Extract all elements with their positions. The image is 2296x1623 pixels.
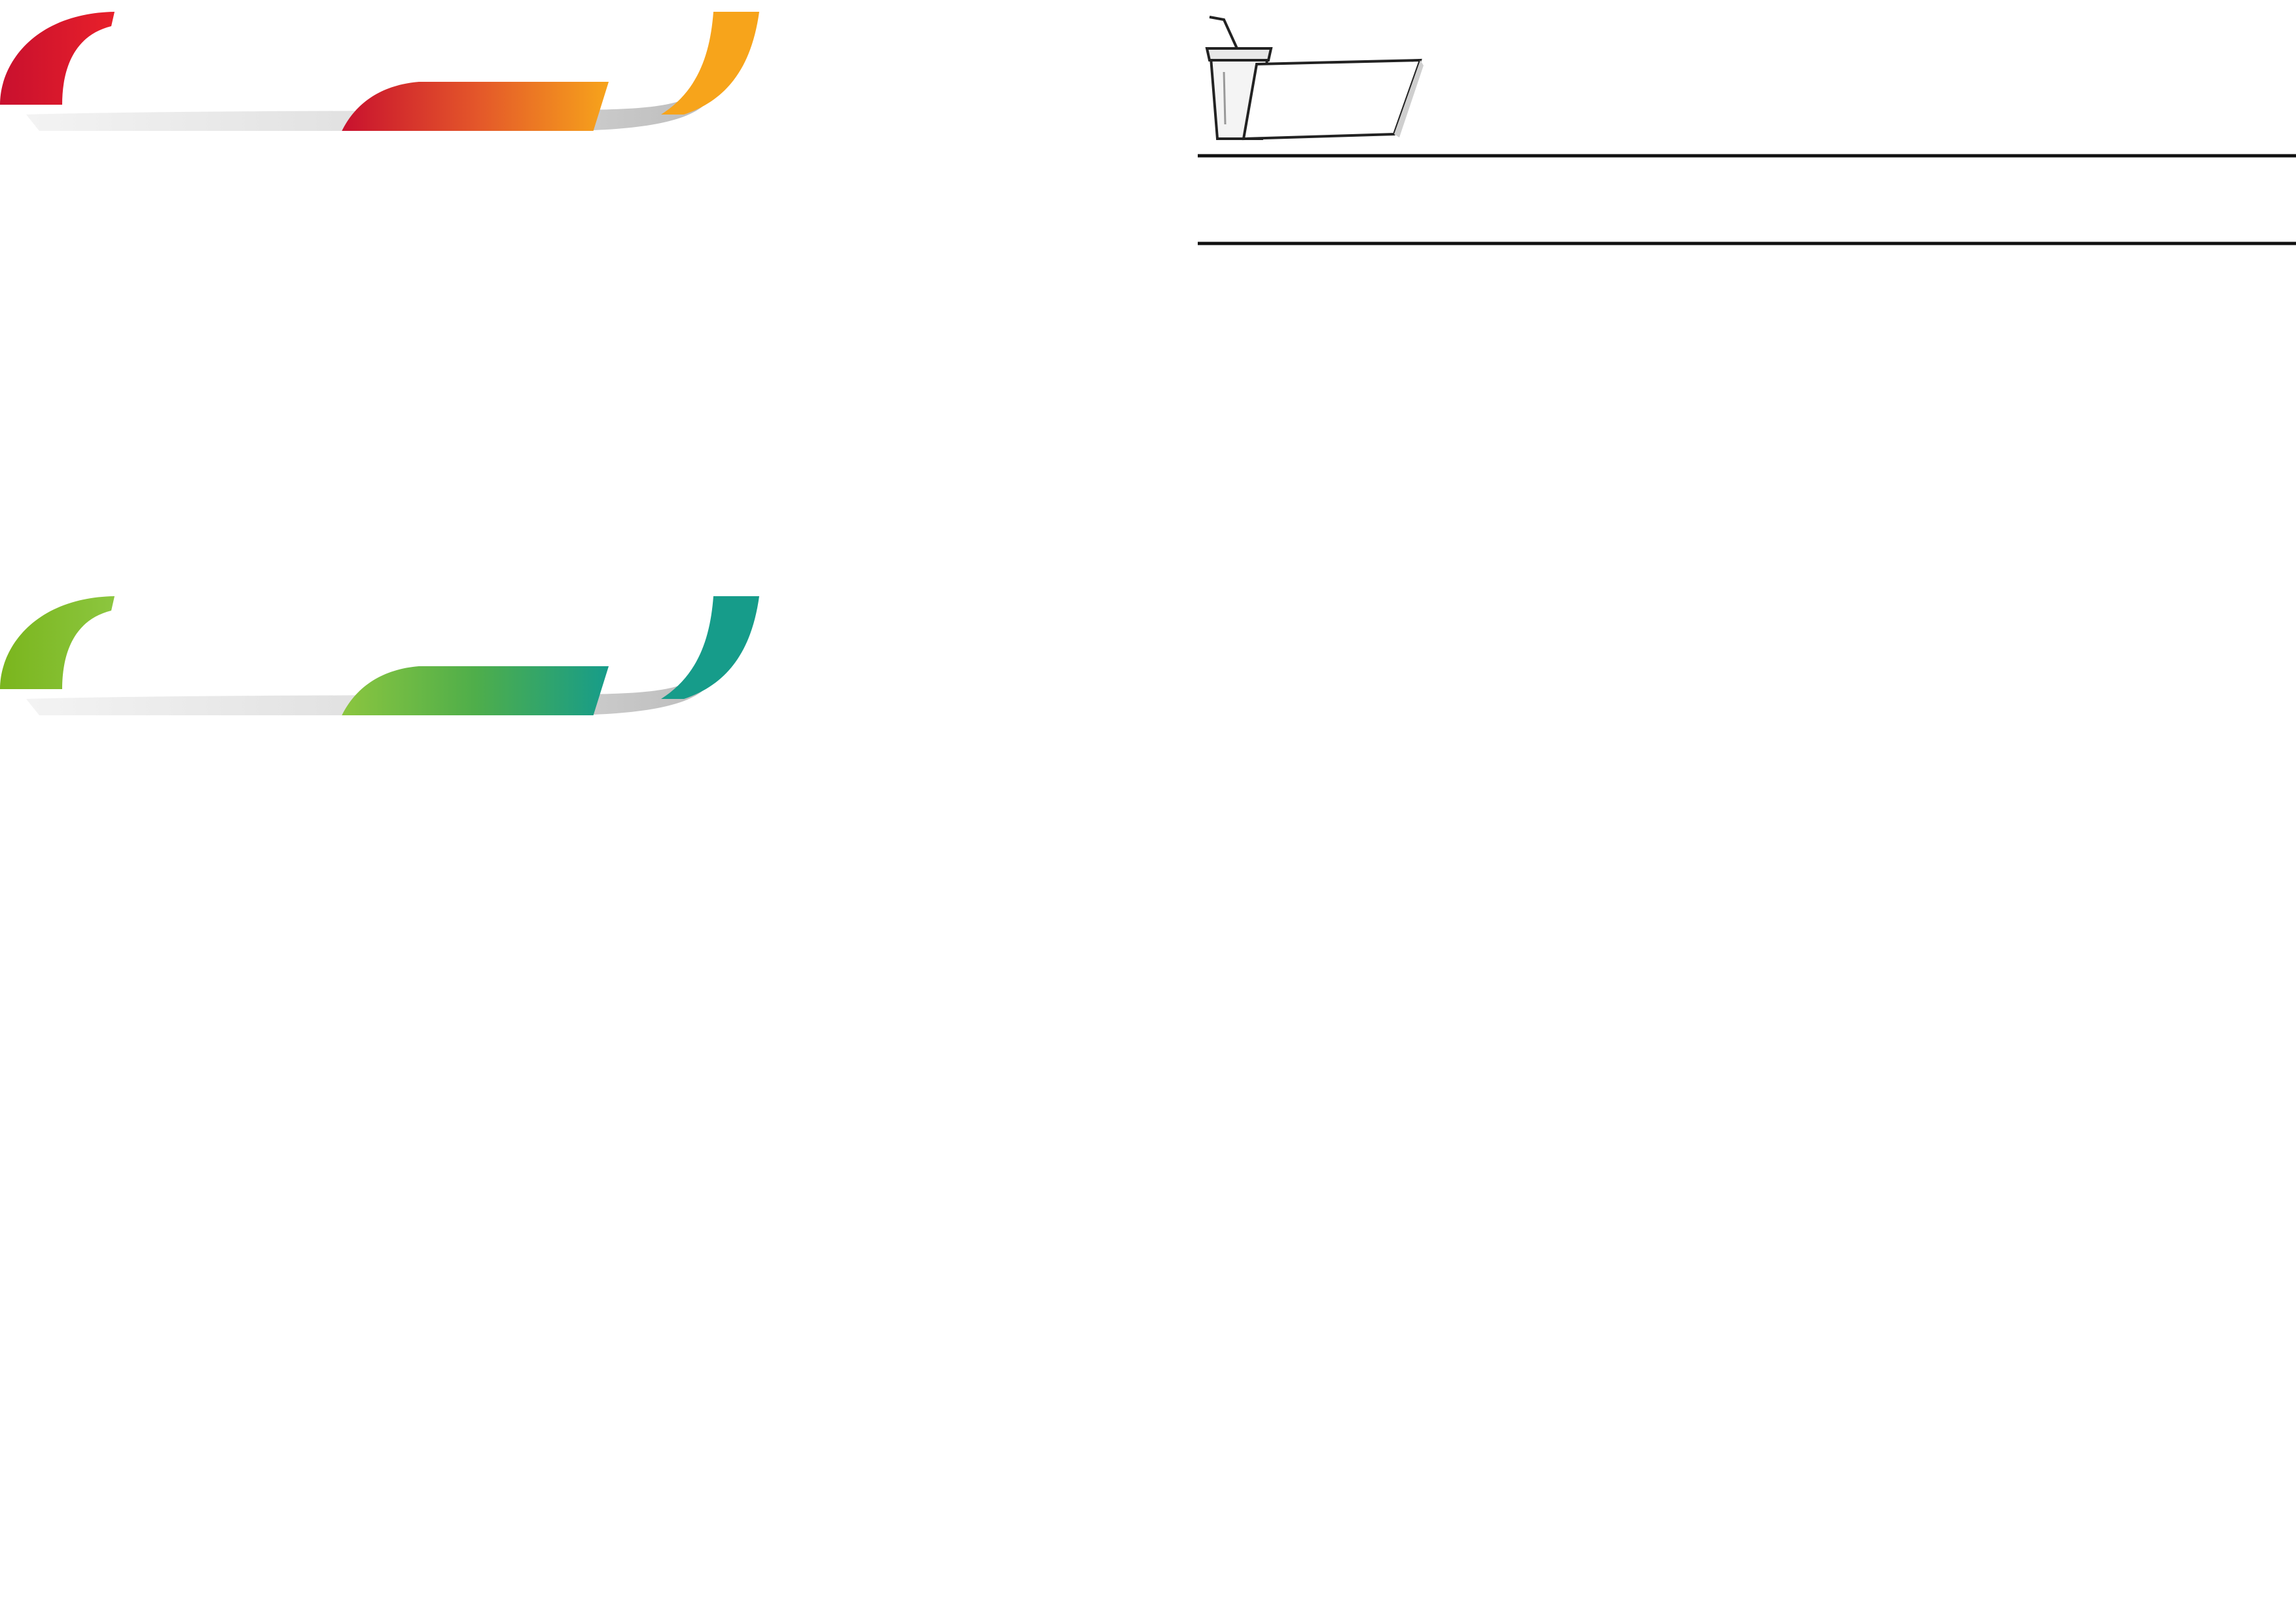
memo-tag [1244, 60, 1424, 139]
notes-banner [0, 0, 772, 131]
prayer-banner-swoosh [0, 584, 772, 715]
verse-10-line [4, 233, 1130, 281]
verse-10-block [4, 233, 1130, 281]
prayer-banner [0, 584, 772, 715]
memo-graphics [1198, 0, 2296, 1623]
notes-banner-swoosh [0, 0, 772, 131]
memo-page [1198, 0, 2296, 1623]
verse-11-block [4, 415, 1130, 463]
verse-11-line [4, 415, 1130, 463]
